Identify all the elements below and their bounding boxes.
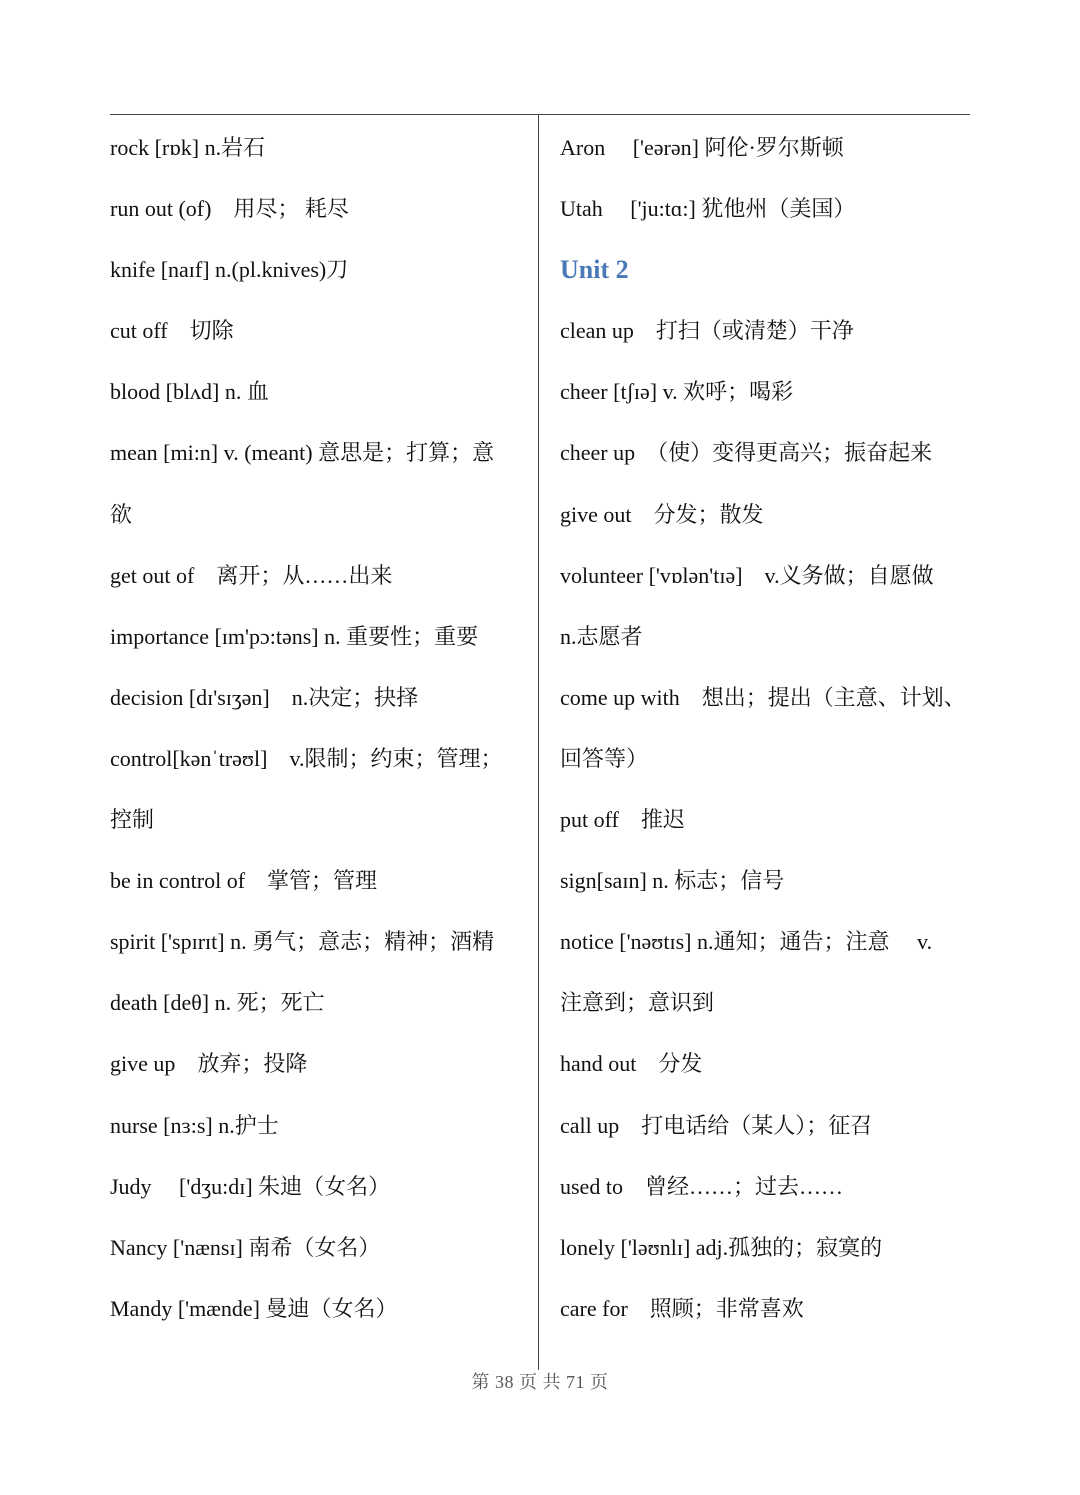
- vocab-line: clean up 打扫（或清楚）干净: [560, 318, 854, 344]
- vocab-line: decision [dɪ'sɪʒən] n.决定；抉择: [110, 684, 419, 710]
- vocab-line: nurse [nɜ:s] n.护士: [110, 1112, 279, 1138]
- column-divider: [538, 115, 539, 1370]
- vocab-line: care for 照顾；非常喜欢: [560, 1295, 804, 1321]
- vocab-line: Judy ['dʒu:dɪ] 朱迪（女名）: [110, 1173, 391, 1199]
- vocab-line: come up with 想出；提出（主意、计划、: [560, 684, 966, 710]
- vocab-line: Aron ['eərən] 阿伦·罗尔斯顿: [560, 135, 844, 160]
- vocab-line: get out of 离开；从……出来: [110, 562, 393, 588]
- vocab-line: importance [ɪm'pɔ:təns] n. 重要性；重要: [110, 623, 479, 649]
- vocab-line: give up 放弃；投降: [110, 1051, 308, 1077]
- vocab-line: blood [blʌd] n. 血: [110, 379, 269, 405]
- vocab-line: rock [rɒk] n.岩石: [110, 135, 266, 160]
- right-column: [560, 117, 972, 1339]
- top-rule: [110, 114, 970, 115]
- vocab-line: cut off 切除: [110, 318, 234, 344]
- vocab-line: Utah ['ju:tɑ:] 犹他州（美国）: [560, 196, 856, 222]
- vocab-line: 注意到；意识到: [560, 990, 715, 1016]
- vocab-line: put off 推迟: [560, 807, 685, 833]
- vocab-line: mean [mi:n] v. (meant) 意思是；打算；意: [110, 440, 495, 466]
- vocab-line: used to 曾经……；过去……: [560, 1173, 843, 1199]
- vocab-line: run out (of) 用尽； 耗尽: [110, 196, 349, 222]
- vocab-line: call up 打电话给（某人）；征召: [560, 1112, 873, 1138]
- vocab-line: n.志愿者: [560, 623, 643, 649]
- vocab-line: lonely ['ləʊnlɪ] adj.孤独的；寂寞的: [560, 1234, 883, 1260]
- vocab-line: Mandy ['mænde] 曼迪（女名）: [110, 1295, 398, 1321]
- vocab-line: 回答等）: [560, 745, 649, 771]
- vocab-line: 控制: [110, 807, 155, 833]
- vocab-line: notice ['nəʊtɪs] n.通知；通告；注意 v.: [560, 929, 933, 955]
- vocab-line: volunteer ['vɒlən'tɪə] v.义务做；自愿做: [560, 562, 934, 588]
- unit-heading: Unit 2: [560, 255, 629, 285]
- vocab-line: sign[saɪn] n. 标志；信号: [560, 868, 785, 894]
- page-footer: 第 38 页 共 71 页: [471, 1372, 609, 1392]
- vocab-line: spirit ['spɪrɪt] n. 勇气；意志；精神；酒精: [110, 929, 495, 955]
- vocab-line: 欲: [110, 501, 133, 527]
- vocab-line: death [deθ] n. 死；死亡: [110, 990, 325, 1016]
- vocab-line: knife [naɪf] n.(pl.knives)刀: [110, 257, 349, 283]
- vocab-line: Nancy ['nænsɪ] 南希（女名）: [110, 1234, 381, 1260]
- vocab-line: be in control of 掌管；管理: [110, 868, 378, 894]
- vocab-line: cheer up （使）变得更高兴；振奋起来: [560, 440, 933, 466]
- vocab-line: hand out 分发: [560, 1051, 703, 1077]
- vocab-line: control[kənˈtrəʊl] v.限制；约束；管理；: [110, 745, 503, 771]
- vocab-line: cheer [tʃɪə] v. 欢呼；喝彩: [560, 379, 794, 405]
- left-column: [110, 117, 525, 1339]
- vocab-line: give out 分发；散发: [560, 501, 764, 527]
